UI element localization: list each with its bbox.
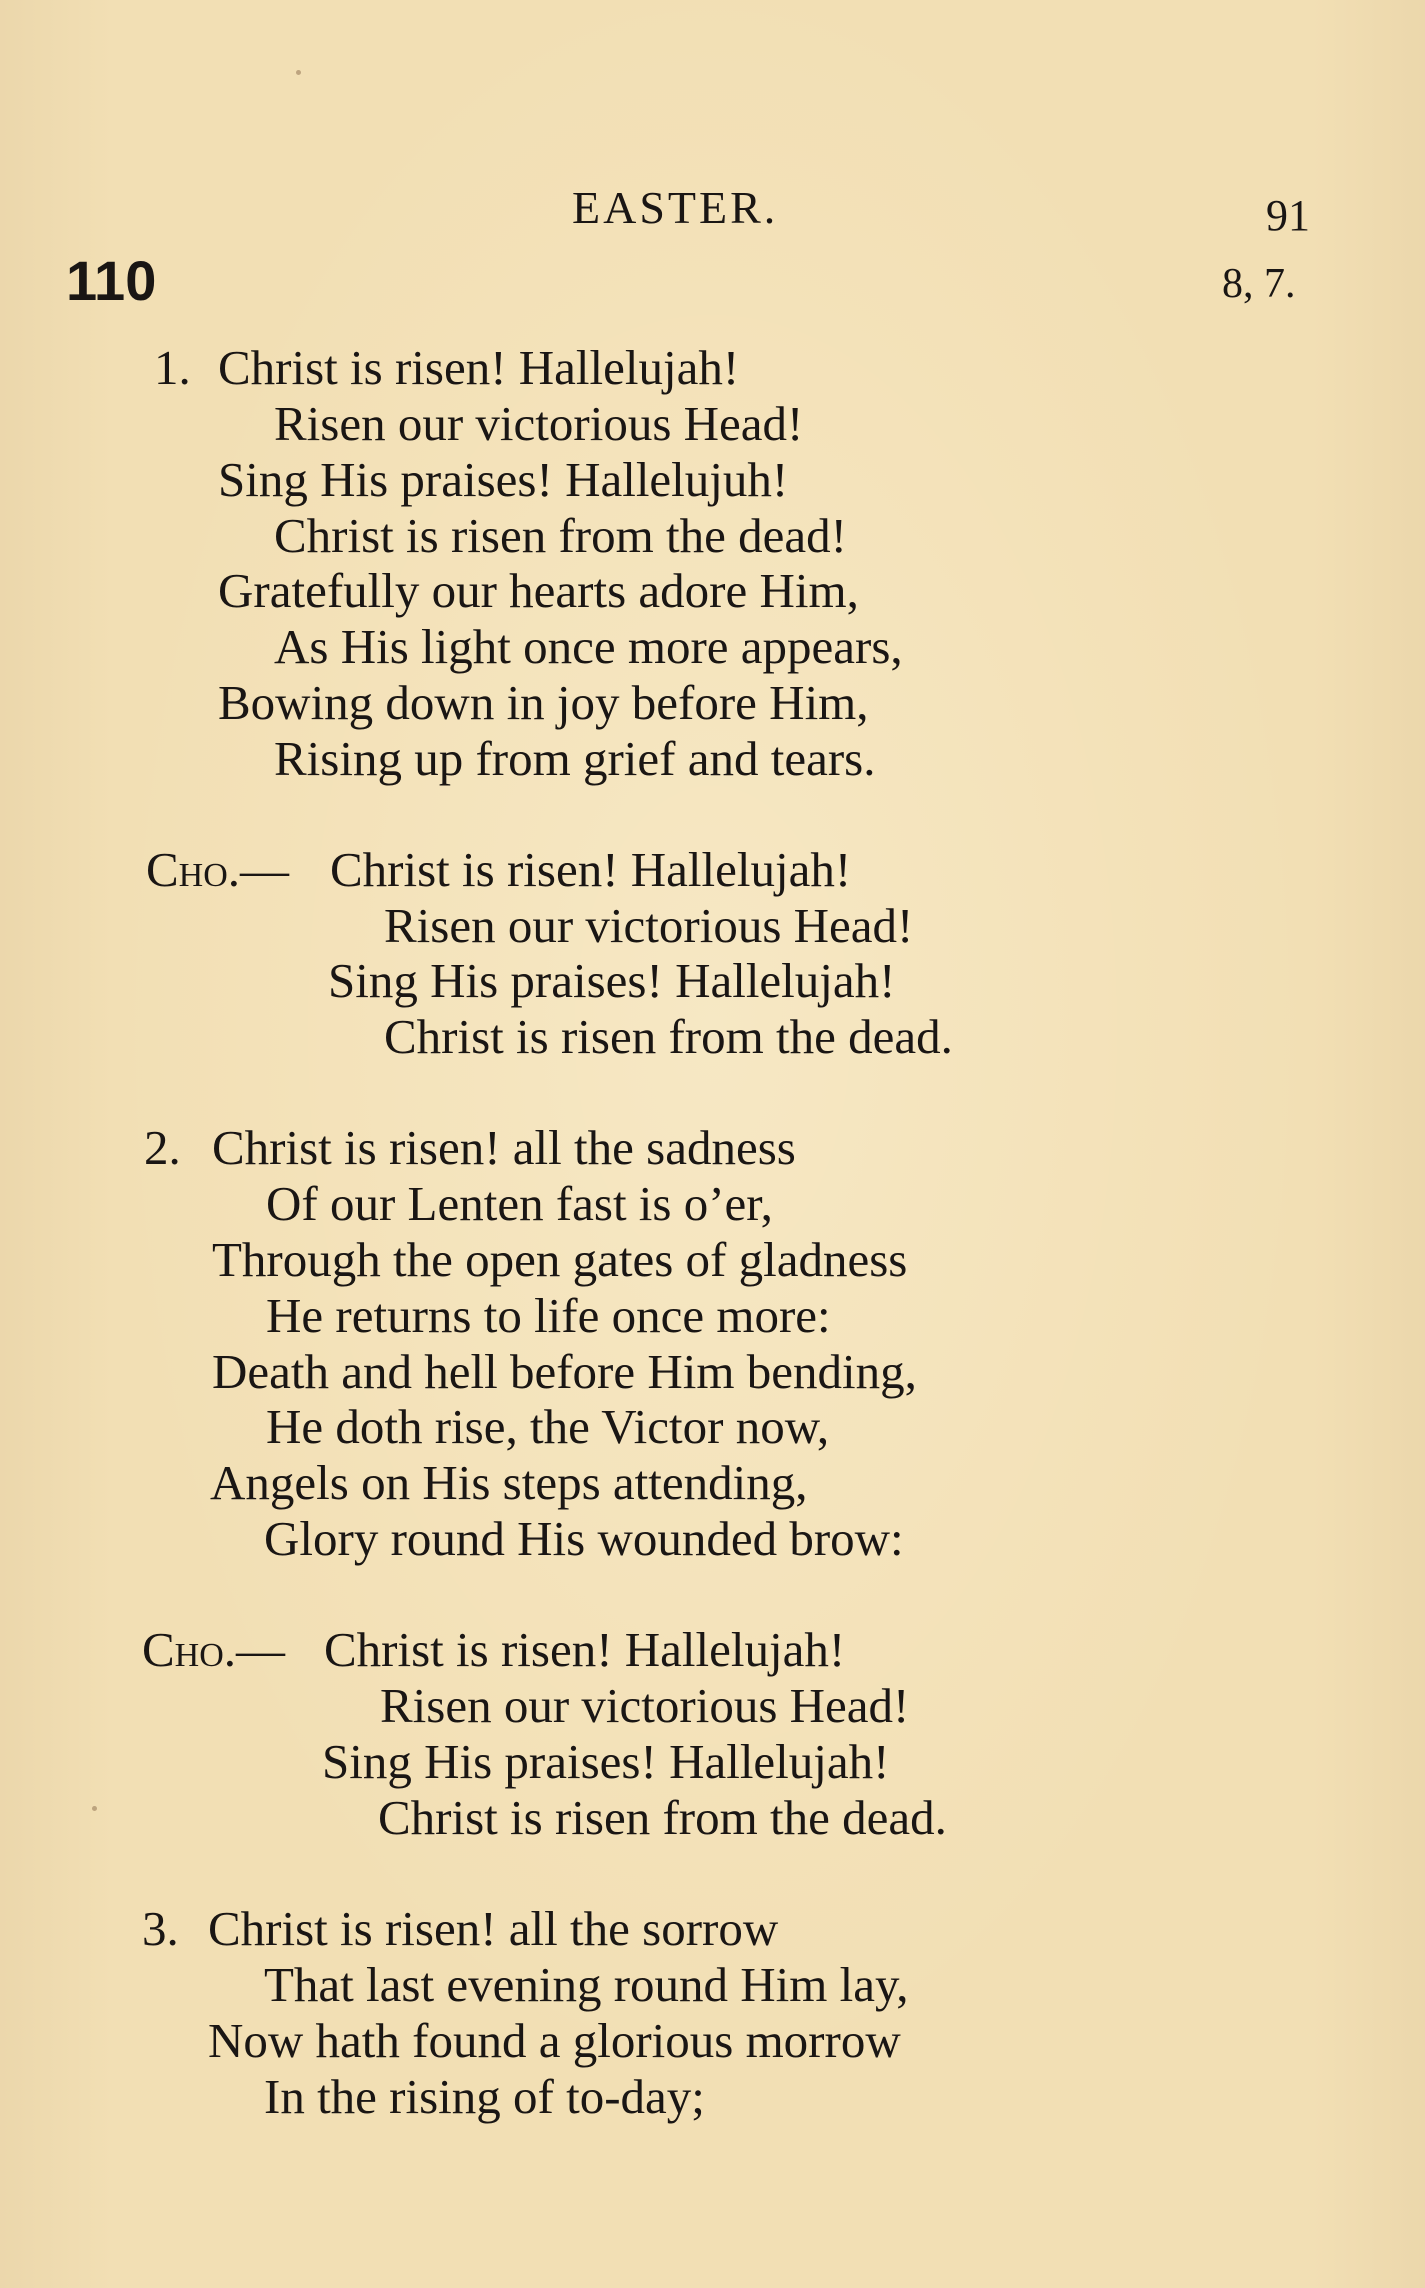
chorus-line: Risen our victorious Head! [384, 898, 914, 953]
print-speck [296, 70, 301, 75]
hymn-meter: 8, 7. [1222, 261, 1296, 307]
chorus-line: Sing His praises! Hallelujah! [322, 1734, 890, 1789]
verse-2-number: 2. [144, 1120, 181, 1175]
verse-line: Death and hell before Him bending, [212, 1344, 917, 1399]
chorus-line: Sing His praises! Hallelujah! [328, 953, 896, 1008]
verse-line: Bowing down in joy before Him, [218, 675, 869, 730]
verse-line: Through the open gates of gladness [212, 1232, 908, 1287]
chorus-line: Risen our victorious Head! [380, 1678, 910, 1733]
chorus-label: Cho.— [146, 842, 290, 897]
verse-line: Now hath found a glorious morrow [208, 2013, 901, 2068]
print-speck [92, 1806, 97, 1811]
verse-line: Gratefully our hearts adore Him, [218, 563, 859, 618]
verse-1-number: 1. [154, 340, 191, 395]
chorus-line: Christ is risen! Hallelujah! [330, 842, 852, 897]
page-header-title: EASTER. [572, 182, 779, 233]
verse-line: Sing His praises! Hallelujuh! [218, 452, 789, 507]
hymn-number: 110 [66, 249, 157, 312]
verse-line: Glory round His wounded brow: [264, 1511, 904, 1566]
chorus-line: Christ is risen from the dead. [378, 1790, 947, 1845]
verse-line: Of our Lenten fast is o’er, [266, 1176, 773, 1231]
verse-line: Rising up from grief and tears. [274, 731, 876, 786]
verse-line: That last evening round Him lay, [264, 1957, 909, 2012]
verse-line: He doth rise, the Victor now, [266, 1399, 830, 1454]
verse-line: Angels on His steps attending, [210, 1455, 808, 1510]
verse-line: Risen our victorious Head! [274, 396, 804, 451]
verse-line: In the rising of to-day; [264, 2069, 705, 2124]
chorus-label: Cho.— [142, 1622, 286, 1677]
verse-line: He returns to life once more: [266, 1288, 831, 1343]
verse-line: Christ is risen! Hallelujah! [218, 340, 740, 395]
verse-line: Christ is risen from the dead! [274, 508, 847, 563]
verse-3-number: 3. [142, 1901, 179, 1956]
page-number: 91 [1266, 191, 1310, 240]
chorus-line: Christ is risen from the dead. [384, 1009, 953, 1064]
chorus-line: Christ is risen! Hallelujah! [324, 1622, 846, 1677]
verse-line: Christ is risen! all the sorrow [208, 1901, 779, 1956]
verse-line: Christ is risen! all the sadness [212, 1120, 796, 1175]
verse-line: As His light once more appears, [274, 619, 903, 674]
